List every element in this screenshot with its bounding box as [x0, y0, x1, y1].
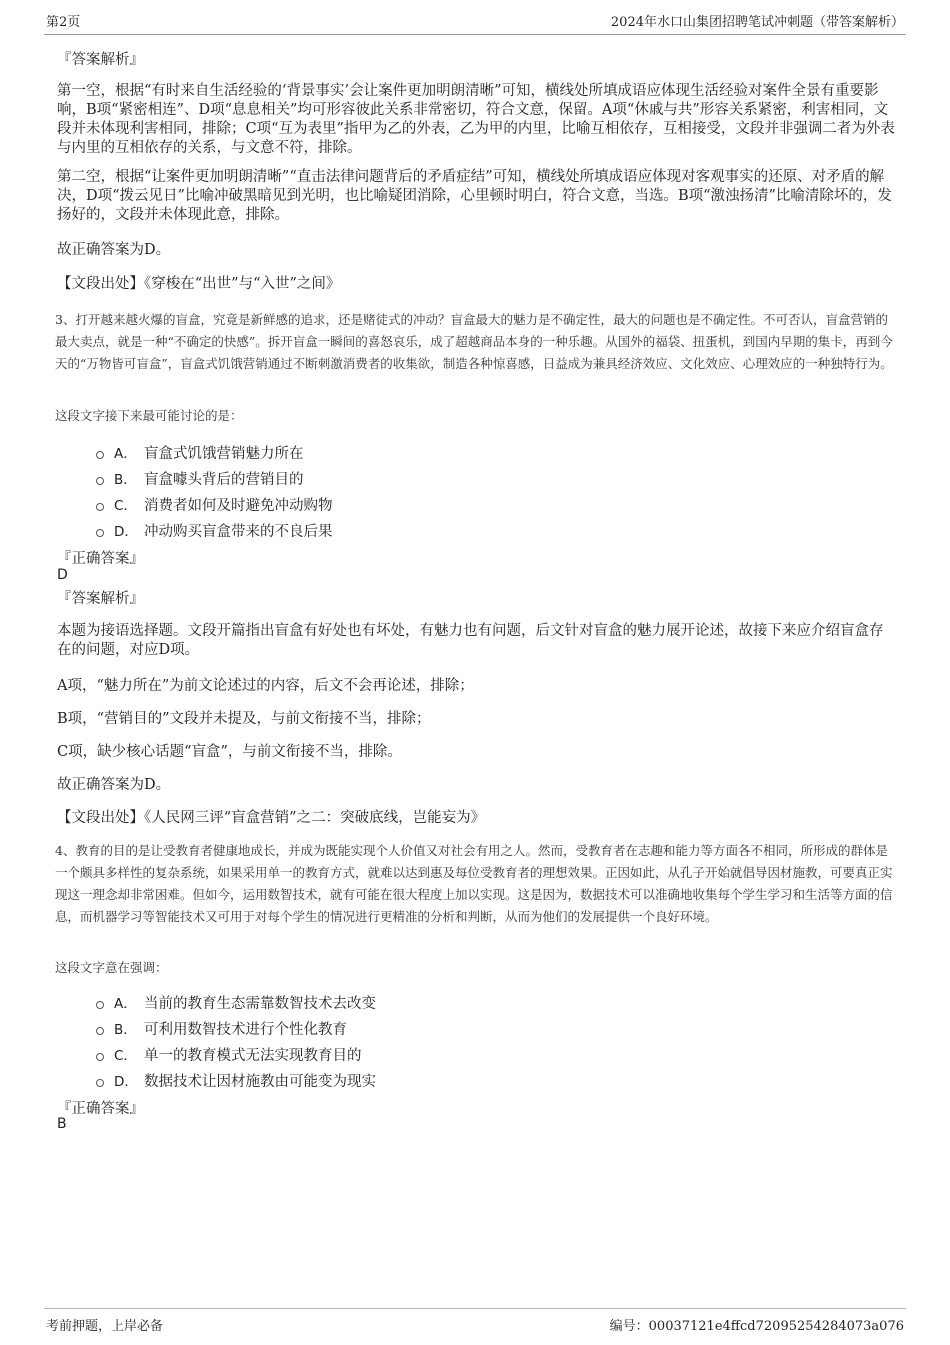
footer-slogan: 考前押题，上岸必备: [46, 1319, 164, 1334]
question-text: 3、打开越来越火爆的盲盒，究竟是新鲜感的追求，还是赌徒式的冲动？盲盒最大的魅力是不确定性，最大的问题也是不确定性。不可否认，盲盒营销的最大卖点，就是一种“不确定的快感”。拆开盲盒一瞬间的喜怒哀乐，成了超越商品本身的一种乐趣。从国外的福袋、扭蛋机，到国内早期的集卡，再到今天的“万物皆可盲盒”，盲盒式饥饿营销通过不断刺激消费者的收集欲，制造各种惊喜感，日益成为兼具经济效应、文化效应、心理效应的一种独特行为。: [55, 312, 893, 371]
document-id: 编号：00037121e4ffcd72095254284073a076: [609, 1319, 904, 1334]
page-footer: [44, 1308, 906, 1337]
page-header: [44, 14, 906, 35]
radio-icon[interactable]: [96, 529, 104, 537]
analysis-line-c: C项，缺少核心话题“盲盒”，与前文衔接不当，排除。: [57, 744, 402, 760]
analysis-paragraph: 本题为接语选择题。文段开篇指出盲盒有好处也有坏处，有魅力也有问题，后文针对盲盒的魅力展开论述，故接下来应介绍盲盒存在的问题，对应D项。: [57, 623, 884, 658]
analysis-label: 『答案解析』: [57, 591, 144, 607]
option-a[interactable]: A． 盲盒式饥饿营销魅力所在: [96, 439, 333, 465]
answer-label: 『正确答案』: [57, 551, 144, 567]
option-a[interactable]: A． 当前的教育生态需靠数智技术去改变: [96, 989, 376, 1015]
radio-icon[interactable]: [96, 477, 104, 485]
option-list: [96, 439, 333, 543]
option-b[interactable]: B． 可利用数智技术进行个性化教育: [96, 1015, 376, 1041]
document-title: 2024年水口山集团招聘笔试冲刺题（带答案解析）: [610, 15, 904, 30]
radio-icon[interactable]: [96, 1001, 104, 1009]
radio-icon[interactable]: [96, 503, 104, 511]
answer-value: D: [57, 567, 68, 583]
analysis-label: 『答案解析』: [57, 52, 144, 68]
answer-value: B: [57, 1116, 67, 1132]
question-text: 4、教育的目的是让受教育者健康地成长，并成为既能实现个人价值又对社会有用之人。然而，受教育者在志趣和能力等方面各不相同，所形成的群体是一个颇具多样性的复杂系统，如果采用单一的教育方式，就难以达到惠及每位受教育者的理想效果。正因如此，从孔子开始就倡导因材施教，可要真正实现这一理念却非常困难。但如今，运用数智技术，就有可能在很大程度上加以实现。这是因为，数据技术可以准确地收集每个学生学习和生活等方面的信息，而机器学习等智能技术又可用于对每个学生的情况进行更精准的分析和判断，从而为他们的发展提供一个良好环境。: [55, 843, 893, 924]
option-c[interactable]: C． 单一的教育模式无法实现教育目的: [96, 1041, 376, 1067]
option-b[interactable]: B． 盲盒噱头背后的营销目的: [96, 465, 333, 491]
question-prompt: 这段文字接下来最可能讨论的是：: [55, 408, 243, 423]
analysis-paragraph: 第一空，根据“有时来自生活经验的‘背景事实’会让案件更加明朗清晰”可知，横线处所填成语应体现生活经验对案件全景有重要影响，B项“紧密相连”、D项“息息相关”均可形容彼此关系非常密切，符合文意，保留。A项“休戚与共”形容关系紧密，利害相同，文段并未体现利害相同，排除；C项“互为表里”指甲为乙的外表，乙为甲的内里，比喻互相依存，互相接受，文段并非强调二者为外表与内里的互相依存的关系，与文意不符，排除。: [57, 83, 895, 156]
page-number: 第2页: [46, 15, 81, 30]
radio-icon[interactable]: [96, 1079, 104, 1087]
option-list: [96, 989, 376, 1093]
analysis-line-b: B项，“营销目的”文段并未提及，与前文衔接不当，排除；: [57, 711, 431, 727]
option-d[interactable]: D． 数据技术让因材施教由可能变为现实: [96, 1067, 376, 1093]
option-c[interactable]: C． 消费者如何及时避免冲动购物: [96, 491, 333, 517]
question-prompt: 这段文字意在强调：: [55, 960, 168, 975]
source-text: 【文段出处】《穿梭在“出世”与“入世”之间》: [57, 276, 341, 292]
conclusion-text: 故正确答案为D。: [57, 242, 171, 258]
conclusion-text: 故正确答案为D。: [57, 777, 171, 793]
radio-icon[interactable]: [96, 1027, 104, 1035]
radio-icon[interactable]: [96, 451, 104, 459]
analysis-line-a: A项，“魅力所在”为前文论述过的内容，后文不会再论述，排除；: [57, 678, 474, 694]
radio-icon[interactable]: [96, 1053, 104, 1061]
analysis-paragraph: 第二空，根据“让案件更加明朗清晰”“直击法律问题背后的矛盾症结”可知，横线处所填成语应体现对客观事实的还原、对矛盾的解决，D项“拨云见日”比喻冲破黑暗见到光明，也比喻疑团消除，心里顿时明白，符合文意，当选。B项“激浊扬清”比喻清除坏的，发扬好的，文段并未体现此意，排除。: [57, 169, 892, 223]
source-text: 【文段出处】《人民网三评“盲盒营销”之二：突破底线，岂能妄为》: [57, 810, 486, 826]
answer-label: 『正确答案』: [57, 1101, 144, 1117]
option-d[interactable]: D． 冲动购买盲盒带来的不良后果: [96, 517, 333, 543]
